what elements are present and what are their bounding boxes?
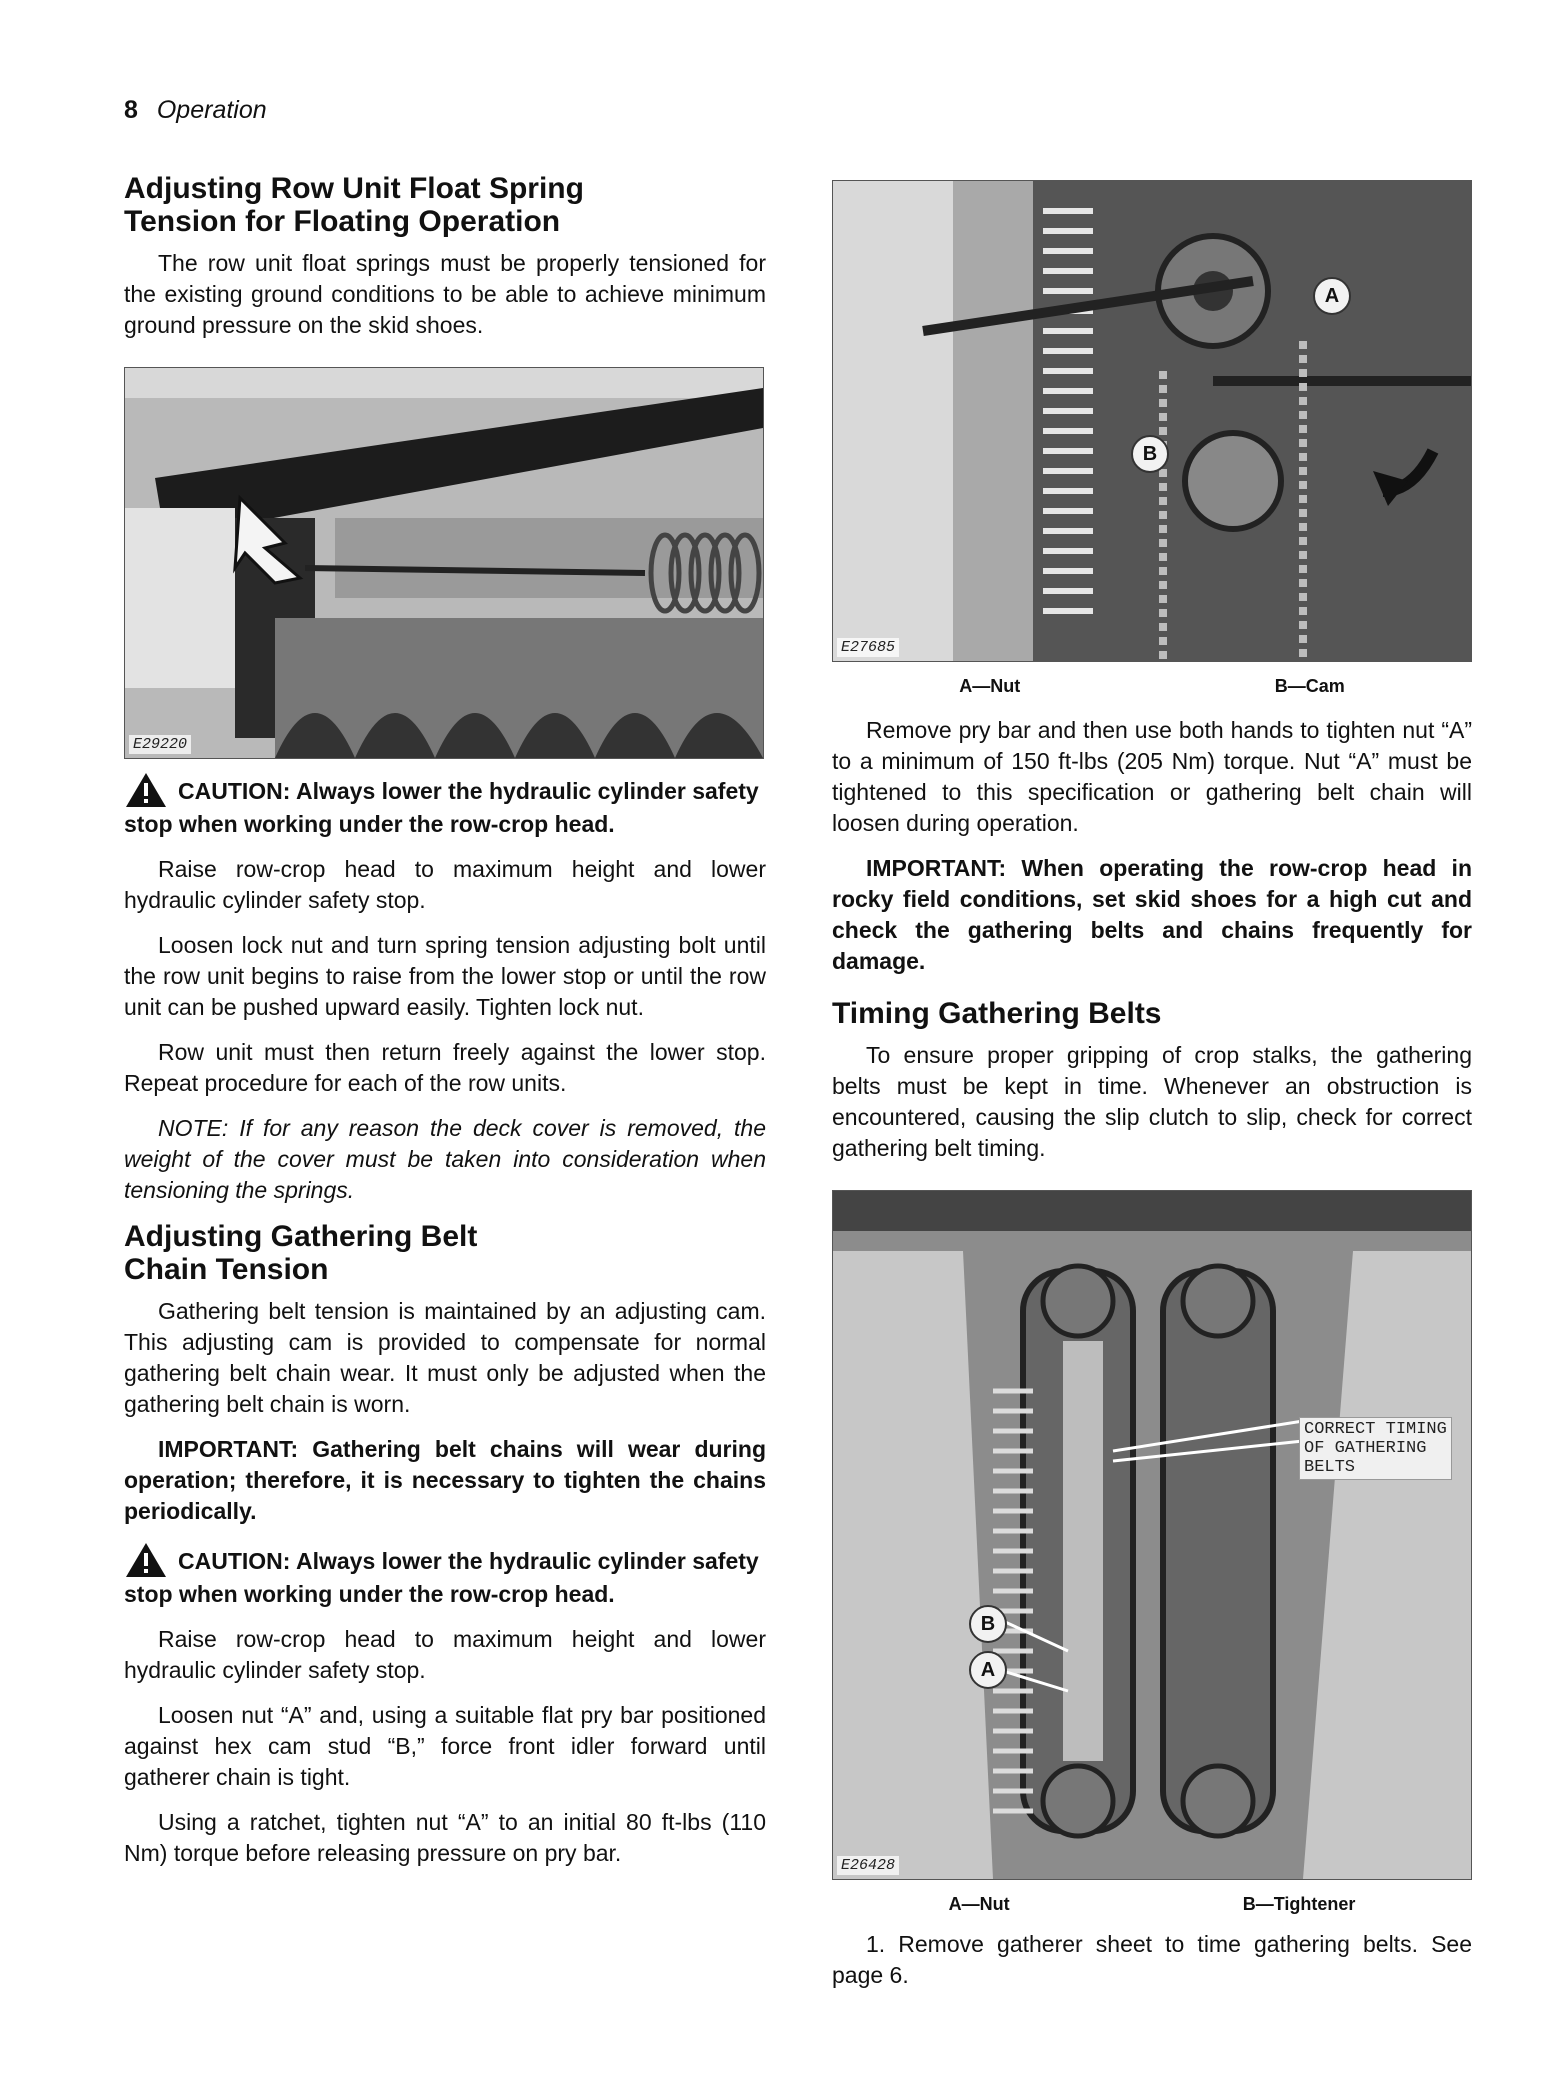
- paragraph-intro: The row unit float springs must be properly tensioned for the existing ground conditions to be able to achieve minimum ground pressure on the skid shoes.: [124, 250, 766, 338]
- heading-float-spring: Adjusting Row Unit Float Spring Tension for Floating Operation: [124, 172, 584, 238]
- heading-timing-belts: Timing Gathering Belts: [832, 997, 1162, 1030]
- paragraph-loosen-nut-a: Loosen nut “A” and, using a suitable flat pry bar positioned against hex cam stud “B,” force front idler forward until gatherer chain is tight.: [124, 1702, 766, 1790]
- callout-b: B: [1131, 435, 1169, 473]
- important-rocky-fields: [832, 853, 1472, 977]
- page-header: [124, 96, 267, 125]
- paragraph-raise-head: Raise row-crop head to maximum height and lower hydraulic cylinder safety stop.: [124, 856, 766, 913]
- caption-tightener: B—Tightener: [1242, 1894, 1356, 1914]
- caption-nut: A—Nut: [959, 676, 1021, 696]
- paragraph-ratchet: Using a ratchet, tighten nut “A” to an initial 80 ft-lbs (110 Nm) torque before releasing pressure on pry bar.: [124, 1809, 766, 1866]
- paragraph-raise-head-2: Raise row-crop head to maximum height and lower hydraulic cylinder safety stop.: [124, 1626, 766, 1683]
- paragraph-loosen-lock-nut: Loosen lock nut and turn spring tension adjusting bolt until the row unit begins to raise from the lower stop or until the row unit can be pushed upward easily. Tighten lock nut.: [124, 932, 766, 1020]
- right-column: [832, 180, 1472, 2005]
- photo-captions-2: [832, 1894, 1472, 1915]
- float-spring-illustration: [125, 368, 763, 758]
- annotation-line: BELTS: [1304, 1458, 1356, 1477]
- callout-b: B: [969, 1605, 1007, 1643]
- annotation-line: CORRECT TIMING: [1304, 1420, 1447, 1439]
- callout-a: A: [1313, 277, 1351, 315]
- caption-nut: A—Nut: [948, 1894, 1010, 1914]
- paragraph-row-unit-return: Row unit must then return freely against the lower stop. Repeat procedure for each of the row units.: [124, 1039, 766, 1096]
- warning-icon: [124, 771, 168, 809]
- nut-cam-illustration: [833, 181, 1471, 661]
- photo-float-spring: [124, 367, 764, 759]
- paragraph-timing: To ensure proper gripping of crop stalks, the gathering belts must be kept in time. Whenever an obstruction is encountered, causing the slip clutch to slip, check for correct gathering belt timing.: [832, 1042, 1472, 1161]
- important-text: When operating the row-crop head in rocky field conditions, set skid shoes for a high cut and check the gathering belts and chains frequently for damage.: [832, 855, 1472, 974]
- gathering-belts-illustration: [833, 1191, 1471, 1879]
- photo-code: E26428: [837, 1856, 899, 1875]
- step-remove-gatherer-sheet: 1. Remove gatherer sheet to time gathering belts. See page 6.: [832, 1931, 1472, 1988]
- photo-nut-cam: [832, 180, 1472, 662]
- photo-captions: [832, 676, 1472, 697]
- photo-annotation-correct-timing: [1299, 1417, 1452, 1480]
- warning-icon: [124, 1541, 168, 1579]
- annotation-line: OF GATHERING: [1304, 1439, 1427, 1458]
- important-label: IMPORTANT:: [866, 855, 1007, 881]
- caution-block-2: [124, 1541, 766, 1610]
- note-deck-cover: NOTE: If for any reason the deck cover is removed, the weight of the cover must be taken into consideration when tensioning the springs.: [124, 1115, 766, 1203]
- photo-code: E29220: [129, 735, 191, 754]
- section-title: Operation: [156, 96, 267, 124]
- paragraph-remove-pry-bar: Remove pry bar and then use both hands to tighten nut “A” to a minimum of 150 ft-lbs (205 Nm) torque. Nut “A” must be tightened to this specification or gathering belt chain will loosen during operation.: [832, 717, 1472, 836]
- page-number: 8: [124, 96, 138, 124]
- left-column: [124, 172, 766, 1883]
- heading-chain-tension: Adjusting Gathering Belt Chain Tension: [124, 1220, 478, 1286]
- important-chains-wear: [124, 1434, 766, 1527]
- important-label: IMPORTANT:: [158, 1436, 299, 1462]
- caution-block: [124, 771, 766, 840]
- caution-text: Always lower the hydraulic cylinder safety stop when working under the row-crop head.: [124, 778, 759, 837]
- caution-label: CAUTION:: [178, 1548, 291, 1574]
- caution-text: Always lower the hydraulic cylinder safety stop when working under the row-crop head.: [124, 1548, 759, 1607]
- caption-cam: B—Cam: [1274, 676, 1345, 696]
- callout-a: A: [969, 1651, 1007, 1689]
- photo-gathering-belts: [832, 1190, 1472, 1880]
- important-text: Gathering belt chains will wear during operation; therefore, it is necessary to tighten the chains periodically.: [124, 1436, 766, 1524]
- paragraph-tension-cam: Gathering belt tension is maintained by an adjusting cam. This adjusting cam is provided to compensate for normal gathering belt chain wear. It must only be adjusted when the gathering belt chain is worn.: [124, 1298, 766, 1417]
- caution-label: CAUTION:: [178, 778, 291, 804]
- photo-code: E27685: [837, 638, 899, 657]
